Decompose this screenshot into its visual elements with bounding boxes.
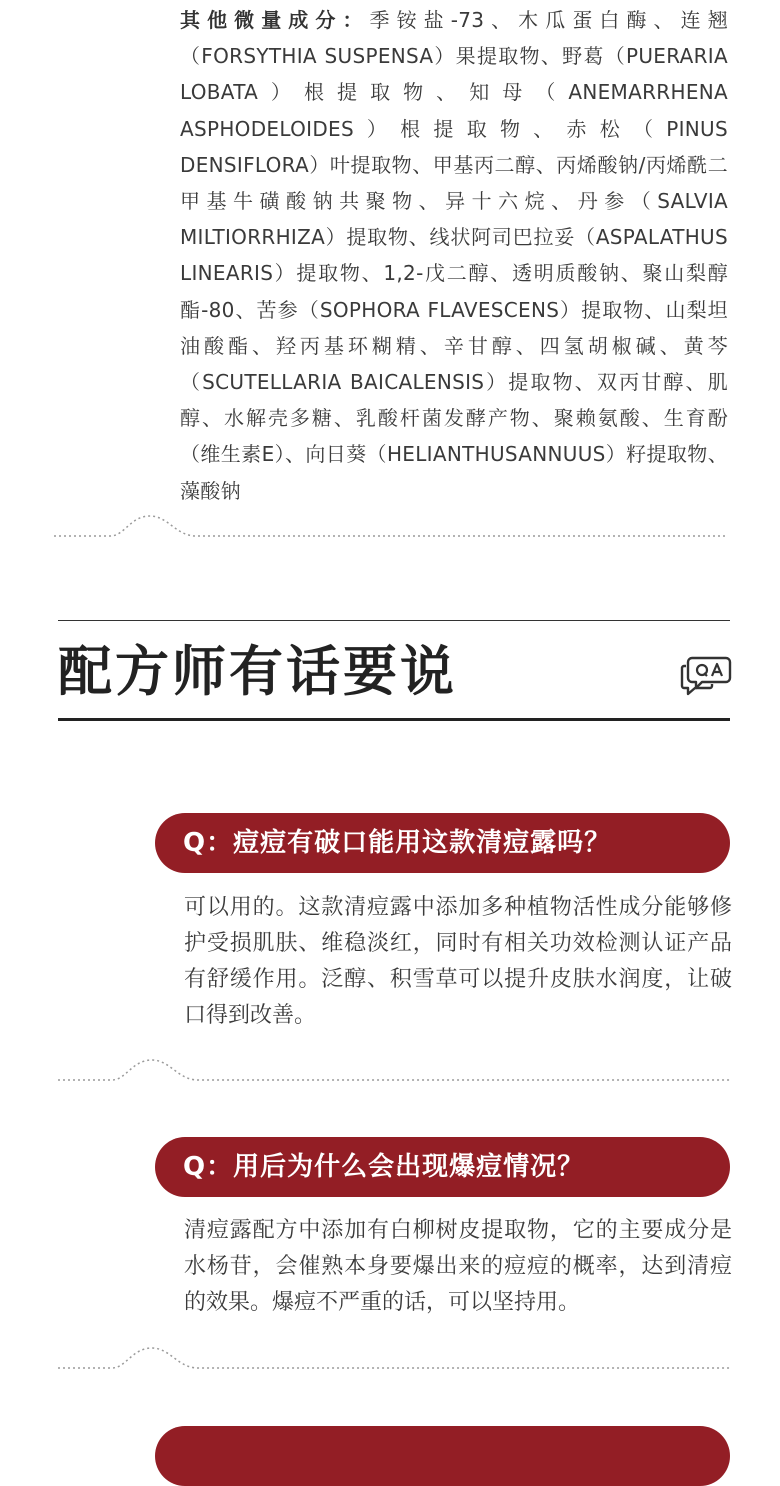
faq-question-3-partial [155, 1426, 730, 1486]
wave-divider [0, 1052, 780, 1092]
ingredients-label: 其他微量成分： [180, 8, 370, 32]
section-title: 配方师有话要说 [58, 640, 457, 703]
faq-question-2: Q：用后为什么会出现爆痘情况？ [155, 1137, 730, 1197]
wave-divider [0, 1340, 780, 1380]
ingredients-paragraph [180, 2, 728, 509]
faq-answer-1: 可以用的。这款清痘露中添加多种植物活性成分能够修护受损肌肤、维稳淡红，同时有相关功效检测认证产品有舒缓作用。泛醇、积雪草可以提升皮肤水润度，让破口得到改善。 [184, 895, 732, 1028]
faq-answer-2: 清痘露配方中添加有白柳树皮提取物，它的主要成分是水杨苷，会催熟本身要爆出来的痘痘的概率，达到清痘的效果。爆痘不严重的话，可以坚持用。 [184, 1218, 732, 1315]
ingredients-text: 季铵盐-73、木瓜蛋白酶、连翘（FORSYTHIA SUSPENSA）果提取物、野葛（PUERARIA LOBATA）根提取物、知母（ANEMARRHENA ASPHODELOIDES）根提取物、赤松（PINUS DENSIFLORA）叶提取物、甲基丙二醇、丙烯酸钠/丙烯酰二甲基牛磺酸钠共聚物、异十六烷、丹参（SALVIA MILTIORRHIZA）提取物、线状阿司巴拉妥（ASPALATHUS LINEARIS）提取物、1,2-戊二醇、透明质酸钠、聚山梨醇酯-80、苦参（SOPHORA FLAVESCENS）提取物、山梨坦油酸酯、羟丙基环糊精、辛甘醇、四氢胡椒碱、黄芩（SCUTELLARIA BAICALENSIS）提取物、双丙甘醇、肌醇、水解壳多糖、乳酸杆菌发酵产物、聚赖氨酸、生育酚（维生素E）、向日葵（HELIANTHUSANNUUS）籽提取物、藻酸钠 [180, 8, 728, 503]
qa-chat-icon [680, 652, 732, 698]
section-bottom-rule [58, 718, 730, 721]
section-top-rule [58, 620, 730, 621]
wave-divider [0, 508, 780, 548]
faq-question-1: Q：痘痘有破口能用这款清痘露吗？ [155, 813, 730, 873]
